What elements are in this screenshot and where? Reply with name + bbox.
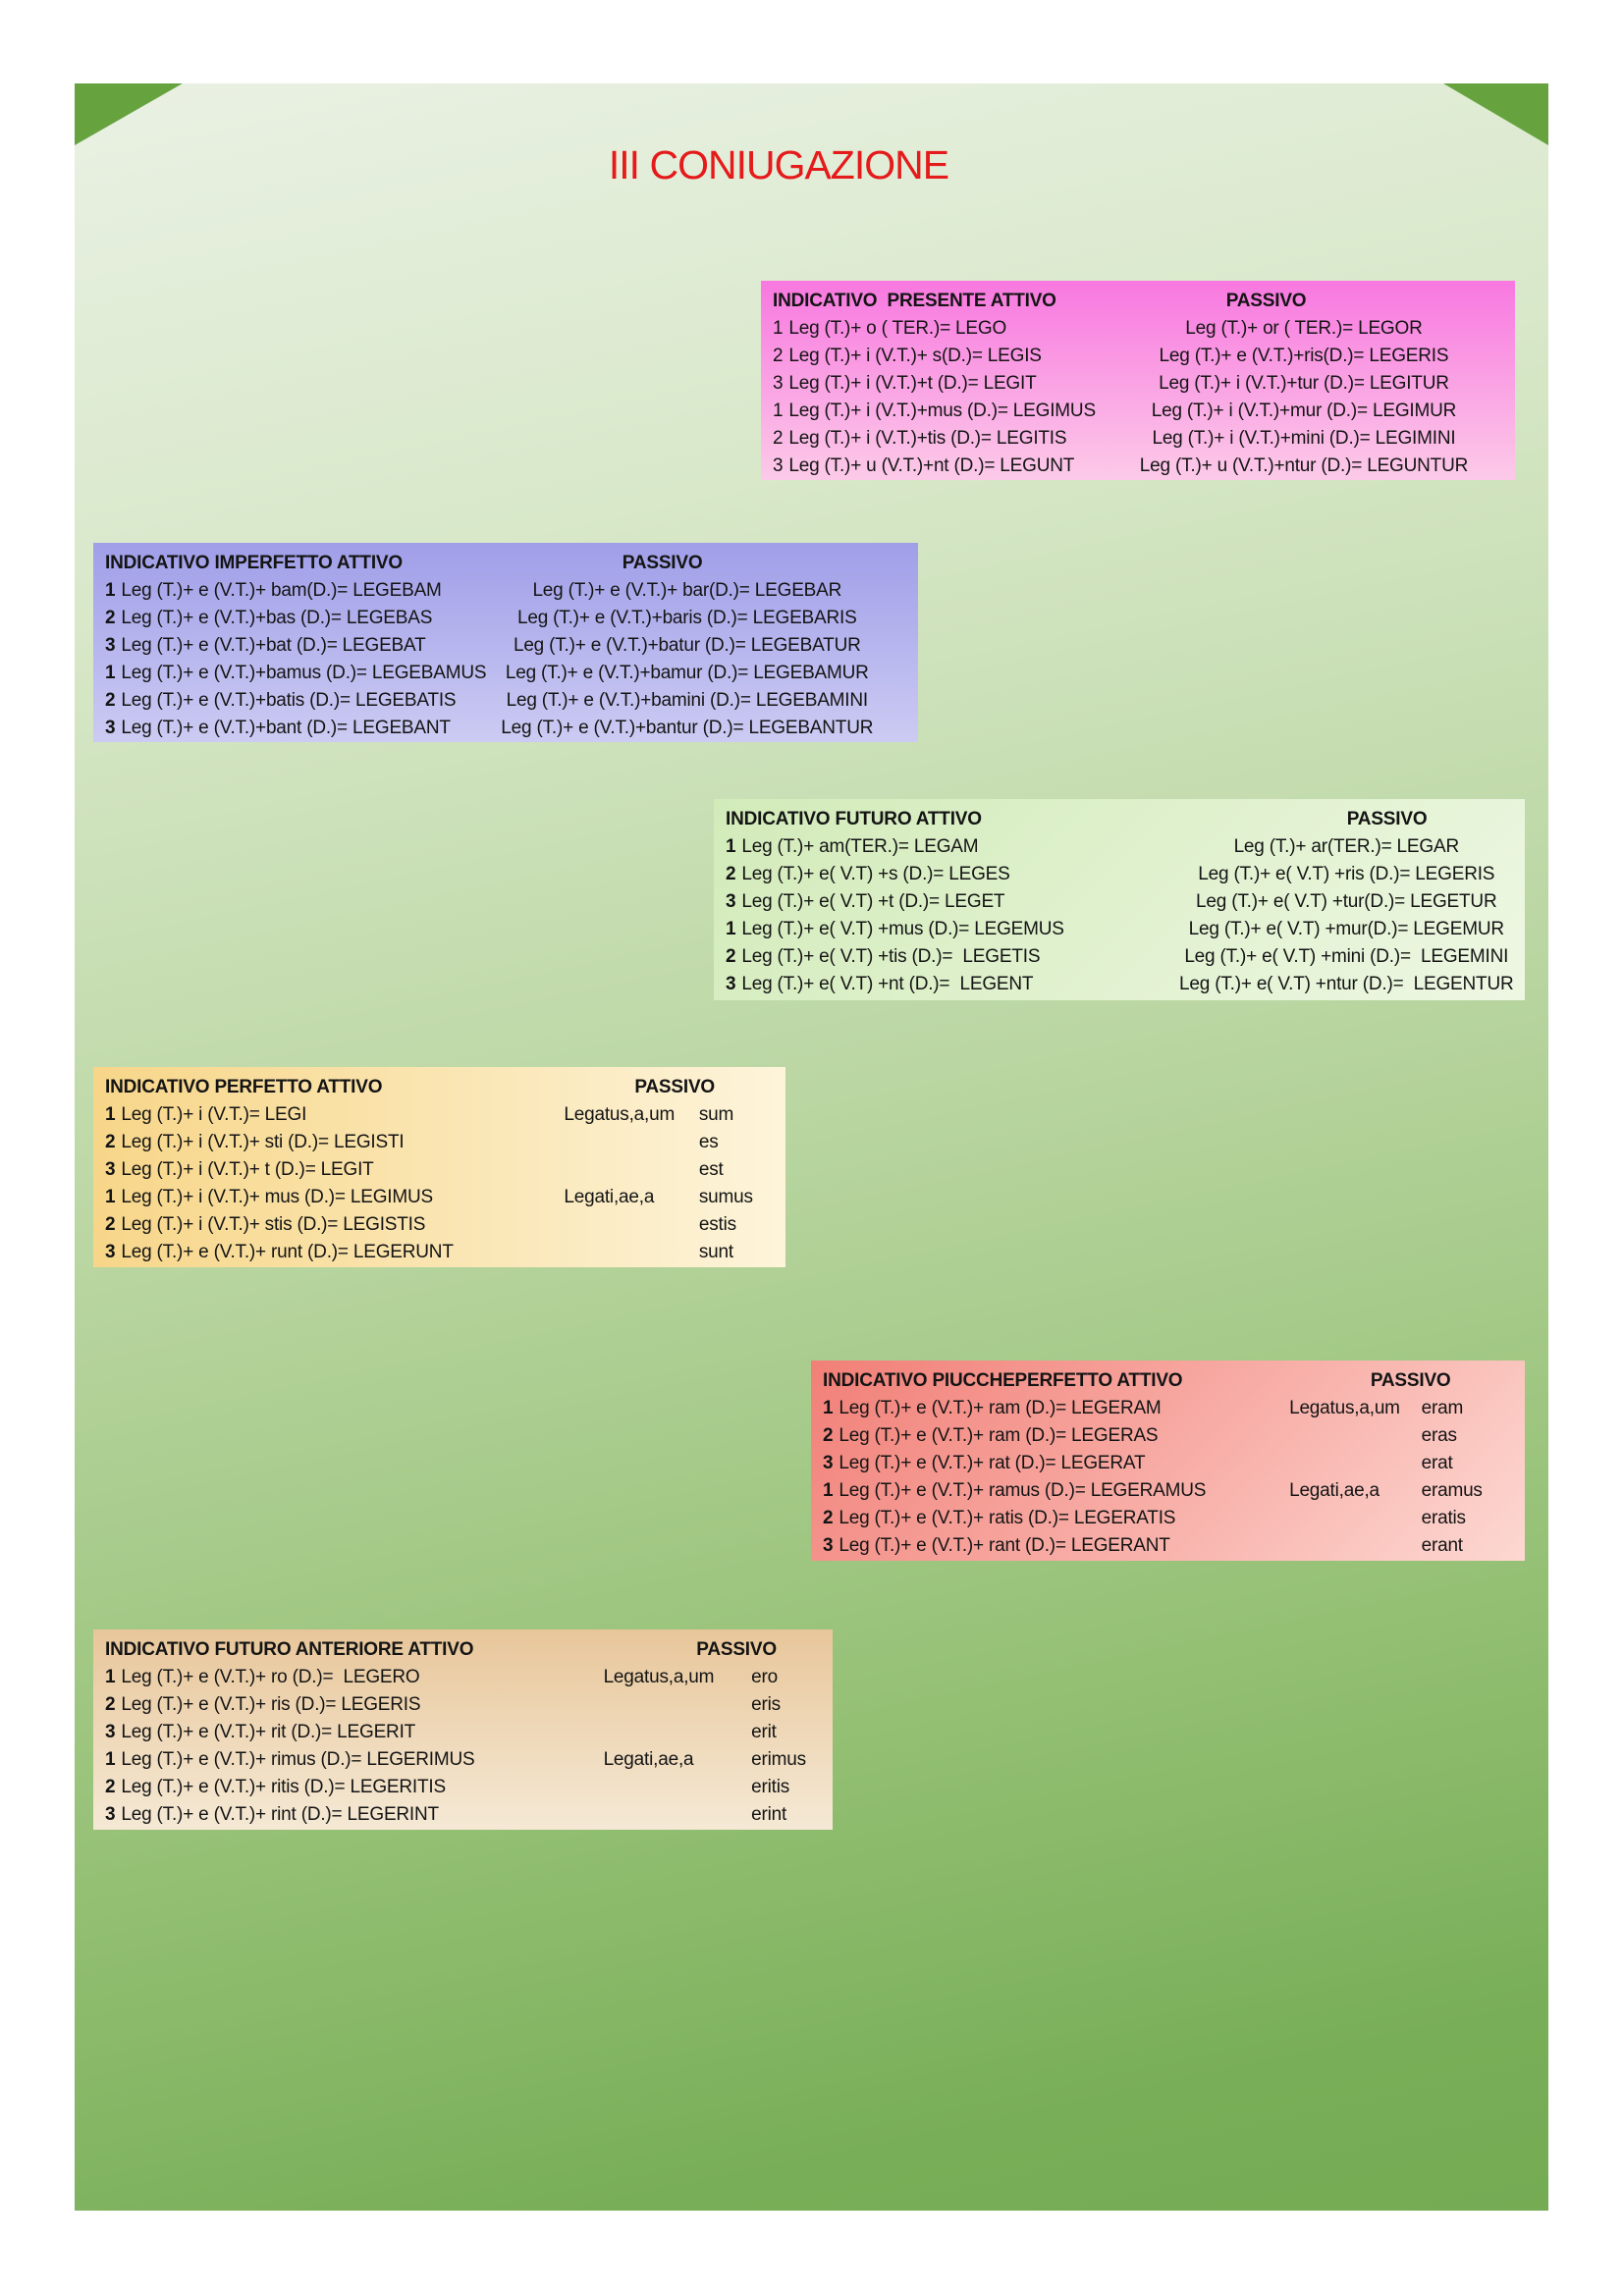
conjugation-row: [714, 833, 1525, 861]
person-number: 1: [773, 400, 784, 421]
corner-triangle-left-icon: [75, 83, 183, 145]
active-formula: Leg (T.)+ e( V.T) +t (D.)= LEGET: [741, 891, 1005, 912]
active-header: INDICATIVO FUTURO ATTIVO: [726, 809, 982, 829]
person-number: 3: [773, 455, 784, 476]
active-header: INDICATIVO PIUCCHEPERFETTO ATTIVO: [823, 1370, 1183, 1391]
passive-participle: Legatus,a,um: [564, 1104, 676, 1125]
person-number: 2: [105, 690, 116, 711]
conjugation-row: [93, 1691, 833, 1719]
person-number: 3: [726, 891, 736, 912]
active-formula: Leg (T.)+ i (V.T.)+ sti (D.)= LEGISTI: [121, 1132, 405, 1152]
passive-formula: Leg (T.)+ e (V.T.)+bamur (D.)= LEGEBAMUR: [505, 663, 869, 683]
conjugation-row: [714, 888, 1525, 916]
passive-formula: Leg (T.)+ e (V.T.)+ris(D.)= LEGERIS: [1159, 346, 1449, 366]
person-number: 3: [823, 1535, 834, 1556]
person-number: 3: [105, 1242, 116, 1262]
passive-formula: Leg (T.)+ u (V.T.)+ntur (D.)= LEGUNTUR: [1139, 455, 1469, 476]
person-number: 2: [105, 1132, 116, 1152]
person-number: 3: [105, 1722, 116, 1742]
conjugation-row: [93, 715, 918, 742]
conjugation-row: [714, 861, 1525, 888]
passive-formula: Leg (T.)+ i (V.T.)+mur (D.)= LEGIMUR: [1151, 400, 1457, 421]
conjugation-row: [93, 605, 918, 632]
active-form-cell: [105, 1101, 306, 1129]
passive-auxiliary: eratis: [1421, 1508, 1466, 1528]
passive-participle: Legatus,a,um: [1289, 1398, 1400, 1418]
passive-auxiliary: ero: [751, 1667, 779, 1687]
conjugation-row: [714, 916, 1525, 943]
conjugation-row: [93, 1801, 833, 1829]
active-form-cell: [105, 1211, 425, 1239]
active-formula: Leg (T.)+ e( V.T) +tis (D.)= LEGETIS: [741, 946, 1041, 967]
conjugation-row: [93, 1239, 785, 1266]
person-number: 2: [773, 346, 784, 366]
active-form-cell: [105, 687, 456, 715]
conjugation-row: [93, 1156, 785, 1184]
passive-auxiliary: eritis: [751, 1777, 790, 1797]
active-form-cell: [726, 971, 1033, 998]
conjugation-row: [93, 660, 918, 687]
active-formula: Leg (T.)+ e (V.T.)+ ratis (D.)= LEGERATIS: [839, 1508, 1176, 1528]
active-formula: Leg (T.)+ e( V.T) +s (D.)= LEGES: [741, 864, 1010, 884]
conjugation-row: [811, 1477, 1525, 1505]
conjugation-row: [93, 1664, 833, 1691]
table-indicativo-imperfetto: [93, 543, 918, 742]
passive-auxiliary: est: [698, 1159, 724, 1180]
passive-header: PASSIVO: [634, 1077, 716, 1097]
active-form-cell: [105, 1774, 446, 1801]
passive-formula: Leg (T.)+ e (V.T.)+ bar(D.)= LEGEBAR: [532, 580, 842, 601]
table-indicativo-piuccheperfetto: [811, 1361, 1525, 1561]
active-formula: Leg (T.)+ e (V.T.)+ runt (D.)= LEGERUNT: [121, 1242, 454, 1262]
passive-formula: Leg (T.)+ e( V.T) +ntur (D.)= LEGENTUR: [1179, 974, 1514, 994]
conjugation-row: [93, 687, 918, 715]
passive-formula: Leg (T.)+ e( V.T) +ris (D.)= LEGERIS: [1198, 864, 1495, 884]
table-indicativo-perfetto: [93, 1067, 785, 1267]
active-form-cell: [823, 1505, 1175, 1532]
passive-formula: Leg (T.)+ i (V.T.)+mini (D.)= LEGIMINI: [1152, 428, 1456, 449]
person-number: 1: [773, 318, 784, 339]
active-formula: Leg (T.)+ e (V.T.)+ rat (D.)= LEGERAT: [839, 1453, 1146, 1473]
active-formula: Leg (T.)+ o ( TER.)= LEGO: [788, 318, 1007, 339]
active-formula: Leg (T.)+ e (V.T.)+ rint (D.)= LEGERINT: [121, 1804, 439, 1825]
active-header: INDICATIVO FUTURO ANTERIORE ATTIVO: [105, 1639, 474, 1660]
active-formula: Leg (T.)+ i (V.T.)= LEGI: [121, 1104, 307, 1125]
conjugation-row: [93, 577, 918, 605]
active-form-cell: [105, 1129, 404, 1156]
passive-auxiliary: es: [698, 1132, 719, 1152]
page-title: III CONIUGAZIONE: [608, 142, 949, 187]
passive-auxiliary: erimus: [751, 1749, 806, 1770]
active-header: INDICATIVO PRESENTE ATTIVO: [773, 291, 1056, 311]
person-number: 2: [105, 1214, 116, 1235]
conjugation-row: [93, 1184, 785, 1211]
active-form-cell: [105, 1801, 439, 1829]
passive-header: PASSIVO: [1225, 291, 1307, 311]
active-formula: Leg (T.)+ i (V.T.)+tis (D.)= LEGITIS: [788, 428, 1067, 449]
conjugation-row: [811, 1532, 1525, 1560]
passive-auxiliary: eramus: [1421, 1480, 1483, 1501]
table-indicativo-futuro-anteriore: [93, 1629, 833, 1830]
passive-auxiliary: erat: [1421, 1453, 1453, 1473]
active-form-cell: [105, 577, 442, 605]
active-formula: Leg (T.)+ e (V.T.)+ rit (D.)= LEGERIT: [121, 1722, 416, 1742]
active-formula: Leg (T.)+ am(TER.)= LEGAM: [741, 836, 979, 857]
table-indicativo-futuro: [714, 799, 1525, 1000]
active-formula: Leg (T.)+ e (V.T.)+bamus (D.)= LEGEBAMUS: [121, 663, 487, 683]
passive-formula: Leg (T.)+ e( V.T) +tur(D.)= LEGETUR: [1196, 891, 1497, 912]
active-form-cell: [105, 1746, 475, 1774]
passive-auxiliary: eram: [1421, 1398, 1464, 1418]
person-number: 3: [726, 974, 736, 994]
active-formula: Leg (T.)+ e (V.T.)+ rant (D.)= LEGERANT: [839, 1535, 1170, 1556]
active-form-cell: [773, 425, 1066, 453]
conjugation-row: [93, 1774, 833, 1801]
active-form-cell: [773, 315, 1006, 343]
active-form-cell: [105, 1691, 420, 1719]
conjugation-row: [761, 398, 1515, 425]
active-formula: Leg (T.)+ i (V.T.)+mus (D.)= LEGIMUS: [788, 400, 1096, 421]
conjugation-row: [93, 1746, 833, 1774]
passive-header: PASSIVO: [1346, 809, 1428, 829]
conjugation-row: [811, 1422, 1525, 1450]
conjugation-row: [761, 425, 1515, 453]
person-number: 1: [105, 1104, 116, 1125]
person-number: 1: [726, 919, 736, 939]
passive-auxiliary: eras: [1421, 1425, 1457, 1446]
active-form-cell: [105, 715, 451, 742]
active-form-cell: [823, 1532, 1170, 1560]
conjugation-row: [761, 343, 1515, 370]
active-formula: Leg (T.)+ e (V.T.)+bant (D.)= LEGEBANT: [121, 718, 451, 738]
table-header-row: [761, 288, 1515, 315]
conjugation-row: [761, 453, 1515, 480]
passive-header: PASSIVO: [696, 1639, 777, 1660]
active-form-cell: [105, 605, 432, 632]
active-form-cell: [105, 1719, 415, 1746]
active-formula: Leg (T.)+ e (V.T.)+bas (D.)= LEGEBAS: [121, 608, 433, 628]
conjugation-row: [93, 632, 918, 660]
conjugation-row: [93, 1101, 785, 1129]
table-indicativo-presente: [761, 281, 1515, 480]
table-header-row: [93, 550, 918, 577]
active-form-cell: [823, 1422, 1158, 1450]
person-number: 2: [105, 1694, 116, 1715]
person-number: 1: [105, 1187, 116, 1207]
conjugation-row: [811, 1505, 1525, 1532]
passive-auxiliary: sunt: [698, 1242, 733, 1262]
active-form-cell: [105, 632, 426, 660]
conjugation-row: [93, 1129, 785, 1156]
active-formula: Leg (T.)+ e( V.T) +mus (D.)= LEGEMUS: [741, 919, 1064, 939]
active-form-cell: [773, 370, 1037, 398]
active-form-cell: [105, 1184, 433, 1211]
passive-formula: Leg (T.)+ e (V.T.)+bantur (D.)= LEGEBANTUR: [501, 718, 874, 738]
active-header: INDICATIVO PERFETTO ATTIVO: [105, 1077, 383, 1097]
active-formula: Leg (T.)+ e (V.T.)+ rimus (D.)= LEGERIMUS: [121, 1749, 475, 1770]
passive-auxiliary: estis: [698, 1214, 736, 1235]
person-number: 1: [105, 1749, 116, 1770]
person-number: 3: [105, 635, 116, 656]
person-number: 3: [105, 1804, 116, 1825]
person-number: 1: [726, 836, 736, 857]
active-form-cell: [773, 398, 1096, 425]
passive-formula: Leg (T.)+ ar(TER.)= LEGAR: [1233, 836, 1459, 857]
passive-header: PASSIVO: [622, 553, 703, 573]
active-formula: Leg (T.)+ e (V.T.)+ bam(D.)= LEGEBAM: [121, 580, 442, 601]
passive-formula: Leg (T.)+ or ( TER.)= LEGOR: [1185, 318, 1423, 339]
active-form-cell: [823, 1477, 1206, 1505]
active-form-cell: [105, 660, 486, 687]
active-formula: Leg (T.)+ e (V.T.)+batis (D.)= LEGEBATIS: [121, 690, 457, 711]
passive-auxiliary: erit: [751, 1722, 777, 1742]
passive-formula: Leg (T.)+ e (V.T.)+bamini (D.)= LEGEBAMINI: [506, 690, 868, 711]
active-formula: Leg (T.)+ i (V.T.)+t (D.)= LEGIT: [788, 373, 1037, 394]
table-header-row: [93, 1074, 785, 1101]
passive-participle: Legati,ae,a: [564, 1187, 655, 1207]
person-number: 2: [726, 946, 736, 967]
active-formula: Leg (T.)+ e (V.T.)+bat (D.)= LEGEBAT: [121, 635, 426, 656]
active-formula: Leg (T.)+ e (V.T.)+ ris (D.)= LEGERIS: [121, 1694, 421, 1715]
active-form-cell: [773, 453, 1074, 480]
person-number: 2: [823, 1425, 834, 1446]
person-number: 2: [105, 608, 116, 628]
active-formula: Leg (T.)+ e (V.T.)+ ramus (D.)= LEGERAMUS: [839, 1480, 1207, 1501]
active-form-cell: [105, 1239, 454, 1266]
passive-auxiliary: erant: [1421, 1535, 1463, 1556]
passive-auxiliary: eris: [751, 1694, 781, 1715]
conjugation-row: [811, 1395, 1525, 1422]
passive-auxiliary: erint: [751, 1804, 787, 1825]
active-form-cell: [726, 916, 1064, 943]
person-number: 3: [105, 718, 116, 738]
active-formula: Leg (T.)+ e (V.T.)+ ram (D.)= LEGERAS: [839, 1425, 1159, 1446]
person-number: 1: [823, 1480, 834, 1501]
conjugation-row: [811, 1450, 1525, 1477]
active-formula: Leg (T.)+ i (V.T.)+ s(D.)= LEGIS: [788, 346, 1042, 366]
conjugation-row: [714, 971, 1525, 998]
active-formula: Leg (T.)+ e (V.T.)+ ro (D.)= LEGERO: [121, 1667, 420, 1687]
active-formula: Leg (T.)+ e( V.T) +nt (D.)= LEGENT: [741, 974, 1034, 994]
active-form-cell: [773, 343, 1042, 370]
active-header: INDICATIVO IMPERFETTO ATTIVO: [105, 553, 403, 573]
passive-participle: Legatus,a,um: [603, 1667, 715, 1687]
conjugation-row: [93, 1211, 785, 1239]
person-number: 3: [823, 1453, 834, 1473]
person-number: 2: [823, 1508, 834, 1528]
active-formula: Leg (T.)+ e (V.T.)+ ritis (D.)= LEGERITIS: [121, 1777, 446, 1797]
active-form-cell: [823, 1450, 1145, 1477]
passive-formula: Leg (T.)+ e( V.T) +mini (D.)= LEGEMINI: [1184, 946, 1509, 967]
person-number: 3: [773, 373, 784, 394]
active-formula: Leg (T.)+ i (V.T.)+ t (D.)= LEGIT: [121, 1159, 374, 1180]
active-form-cell: [823, 1395, 1162, 1422]
slide-background: [75, 83, 1548, 2211]
active-formula: Leg (T.)+ i (V.T.)+ stis (D.)= LEGISTIS: [121, 1214, 426, 1235]
person-number: 1: [105, 663, 116, 683]
person-number: 2: [726, 864, 736, 884]
passive-participle: Legati,ae,a: [1289, 1480, 1380, 1501]
active-form-cell: [105, 1664, 420, 1691]
active-formula: Leg (T.)+ u (V.T.)+nt (D.)= LEGUNT: [788, 455, 1075, 476]
active-form-cell: [726, 943, 1040, 971]
passive-formula: Leg (T.)+ i (V.T.)+tur (D.)= LEGITUR: [1159, 373, 1449, 394]
passive-participle: Legati,ae,a: [603, 1749, 694, 1770]
table-header-row: [93, 1636, 833, 1664]
passive-auxiliary: sum: [698, 1104, 734, 1125]
passive-header: PASSIVO: [1370, 1370, 1451, 1391]
active-form-cell: [105, 1156, 374, 1184]
active-formula: Leg (T.)+ i (V.T.)+ mus (D.)= LEGIMUS: [121, 1187, 433, 1207]
person-number: 2: [773, 428, 784, 449]
table-header-row: [811, 1367, 1525, 1395]
conjugation-row: [761, 370, 1515, 398]
passive-auxiliary: sumus: [698, 1187, 753, 1207]
active-formula: Leg (T.)+ e (V.T.)+ ram (D.)= LEGERAM: [839, 1398, 1162, 1418]
person-number: 1: [105, 580, 116, 601]
table-header-row: [714, 806, 1525, 833]
conjugation-row: [714, 943, 1525, 971]
person-number: 1: [105, 1667, 116, 1687]
active-form-cell: [726, 861, 1010, 888]
conjugation-row: [761, 315, 1515, 343]
person-number: 1: [823, 1398, 834, 1418]
active-form-cell: [726, 833, 978, 861]
passive-formula: Leg (T.)+ e (V.T.)+baris (D.)= LEGEBARIS: [517, 608, 857, 628]
corner-triangle-right-icon: [1443, 83, 1548, 145]
passive-formula: Leg (T.)+ e (V.T.)+batur (D.)= LEGEBATUR: [513, 635, 861, 656]
person-number: 2: [105, 1777, 116, 1797]
active-form-cell: [726, 888, 1004, 916]
person-number: 3: [105, 1159, 116, 1180]
conjugation-row: [93, 1719, 833, 1746]
passive-formula: Leg (T.)+ e( V.T) +mur(D.)= LEGEMUR: [1188, 919, 1504, 939]
